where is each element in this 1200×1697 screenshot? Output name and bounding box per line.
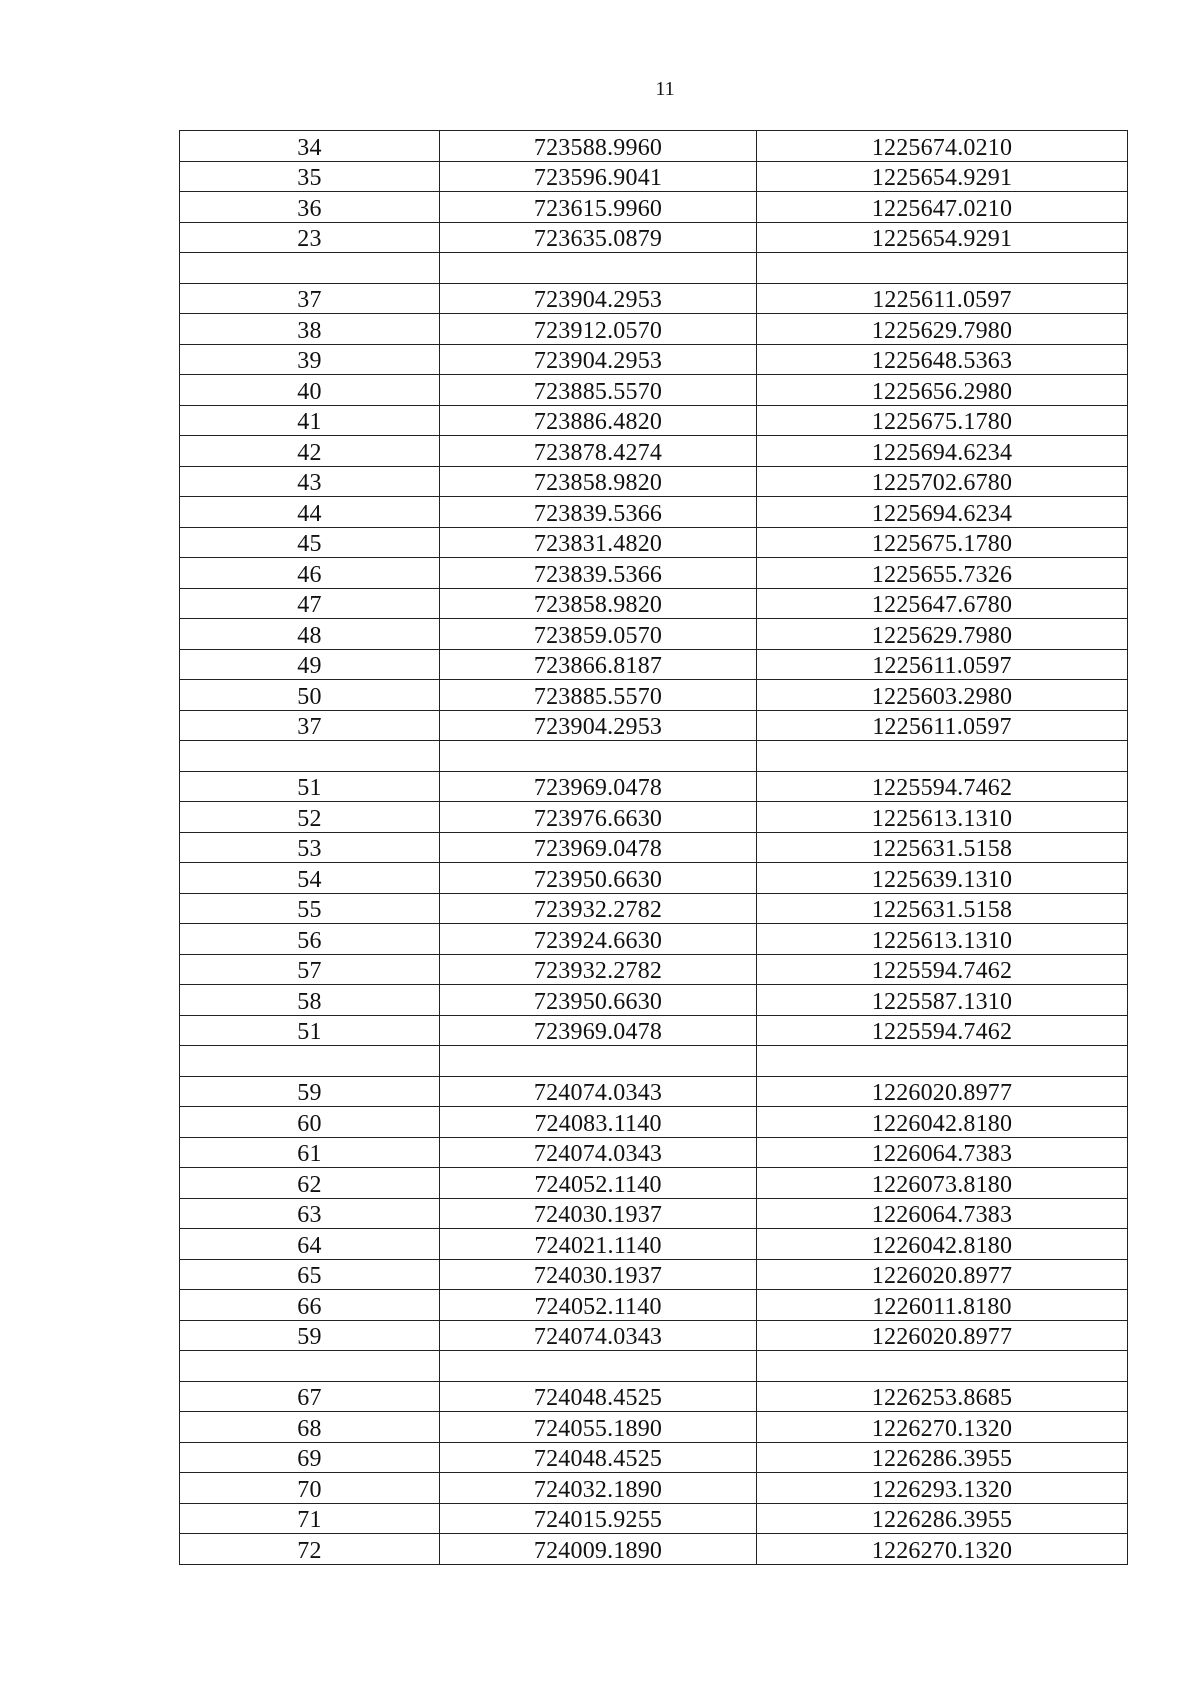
coordinates-table — [179, 130, 1128, 1565]
table-row — [180, 283, 1128, 314]
table-row — [180, 1381, 1128, 1412]
y-coordinate-cell: 1225654.9291 — [757, 161, 1128, 192]
x-coordinate-cell: 723596.9041 — [440, 161, 757, 192]
x-coordinate-cell: 723878.4274 — [440, 436, 757, 467]
x-coordinate-cell: 724030.1937 — [440, 1198, 757, 1229]
y-coordinate-cell: 1226286.3955 — [757, 1442, 1128, 1473]
point-number-cell: 36 — [180, 192, 440, 223]
x-coordinate-cell — [440, 1046, 757, 1077]
y-coordinate-cell: 1225694.6234 — [757, 436, 1128, 467]
y-coordinate-cell: 1226073.8180 — [757, 1168, 1128, 1199]
x-coordinate-cell — [440, 1351, 757, 1382]
x-coordinate-cell: 724052.1140 — [440, 1290, 757, 1321]
x-coordinate-cell: 724009.1890 — [440, 1534, 757, 1565]
point-number-cell: 51 — [180, 771, 440, 802]
page-number: 11 — [655, 78, 675, 100]
y-coordinate-cell: 1225631.5158 — [757, 893, 1128, 924]
table-row — [180, 253, 1128, 284]
point-number-cell: 55 — [180, 893, 440, 924]
x-coordinate-cell: 724074.0343 — [440, 1076, 757, 1107]
point-number-cell: 69 — [180, 1442, 440, 1473]
x-coordinate-cell: 724048.4525 — [440, 1442, 757, 1473]
table-row — [180, 1534, 1128, 1565]
point-number-cell: 67 — [180, 1381, 440, 1412]
point-number-cell: 47 — [180, 588, 440, 619]
y-coordinate-cell: 1225594.7462 — [757, 1015, 1128, 1046]
y-coordinate-cell: 1225648.5363 — [757, 344, 1128, 375]
point-number-cell — [180, 1351, 440, 1382]
point-number-cell: 35 — [180, 161, 440, 192]
y-coordinate-cell: 1225611.0597 — [757, 710, 1128, 741]
x-coordinate-cell: 724048.4525 — [440, 1381, 757, 1412]
x-coordinate-cell: 723969.0478 — [440, 832, 757, 863]
point-number-cell: 72 — [180, 1534, 440, 1565]
table-row — [180, 1015, 1128, 1046]
table-row — [180, 344, 1128, 375]
y-coordinate-cell: 1225611.0597 — [757, 283, 1128, 314]
point-number-cell: 59 — [180, 1076, 440, 1107]
x-coordinate-cell: 724032.1890 — [440, 1473, 757, 1504]
table-row — [180, 985, 1128, 1016]
point-number-cell: 71 — [180, 1503, 440, 1534]
y-coordinate-cell: 1225694.6234 — [757, 497, 1128, 528]
y-coordinate-cell: 1226020.8977 — [757, 1320, 1128, 1351]
x-coordinate-cell: 723924.6630 — [440, 924, 757, 955]
point-number-cell: 68 — [180, 1412, 440, 1443]
table-row — [180, 375, 1128, 406]
y-coordinate-cell: 1226293.1320 — [757, 1473, 1128, 1504]
table-row — [180, 680, 1128, 711]
x-coordinate-cell: 724055.1890 — [440, 1412, 757, 1443]
point-number-cell: 51 — [180, 1015, 440, 1046]
point-number-cell — [180, 253, 440, 284]
point-number-cell: 65 — [180, 1259, 440, 1290]
point-number-cell — [180, 741, 440, 772]
x-coordinate-cell: 723885.5570 — [440, 680, 757, 711]
y-coordinate-cell: 1225613.1310 — [757, 924, 1128, 955]
coordinates-table-body — [180, 131, 1128, 1565]
y-coordinate-cell: 1225587.1310 — [757, 985, 1128, 1016]
point-number-cell: 37 — [180, 283, 440, 314]
x-coordinate-cell: 723969.0478 — [440, 1015, 757, 1046]
point-number-cell: 34 — [180, 131, 440, 162]
y-coordinate-cell: 1225613.1310 — [757, 802, 1128, 833]
table-row — [180, 1229, 1128, 1260]
point-number-cell: 41 — [180, 405, 440, 436]
x-coordinate-cell: 723886.4820 — [440, 405, 757, 436]
y-coordinate-cell: 1226064.7383 — [757, 1198, 1128, 1229]
y-coordinate-cell: 1225631.5158 — [757, 832, 1128, 863]
x-coordinate-cell: 723858.9820 — [440, 588, 757, 619]
y-coordinate-cell: 1225647.6780 — [757, 588, 1128, 619]
point-number-cell: 43 — [180, 466, 440, 497]
table-row — [180, 1412, 1128, 1443]
x-coordinate-cell: 723635.0879 — [440, 222, 757, 253]
table-row — [180, 1198, 1128, 1229]
table-row — [180, 649, 1128, 680]
point-number-cell: 54 — [180, 863, 440, 894]
table-row — [180, 710, 1128, 741]
y-coordinate-cell: 1226011.8180 — [757, 1290, 1128, 1321]
point-number-cell: 37 — [180, 710, 440, 741]
table-row — [180, 1076, 1128, 1107]
y-coordinate-cell: 1225639.1310 — [757, 863, 1128, 894]
x-coordinate-cell: 724074.0343 — [440, 1137, 757, 1168]
x-coordinate-cell: 723858.9820 — [440, 466, 757, 497]
y-coordinate-cell: 1226270.1320 — [757, 1534, 1128, 1565]
x-coordinate-cell: 723904.2953 — [440, 283, 757, 314]
point-number-cell: 39 — [180, 344, 440, 375]
point-number-cell: 61 — [180, 1137, 440, 1168]
point-number-cell — [180, 1046, 440, 1077]
table-row — [180, 832, 1128, 863]
x-coordinate-cell: 724052.1140 — [440, 1168, 757, 1199]
x-coordinate-cell: 723950.6630 — [440, 985, 757, 1016]
point-number-cell: 23 — [180, 222, 440, 253]
table-row — [180, 466, 1128, 497]
x-coordinate-cell: 723904.2953 — [440, 710, 757, 741]
table-row — [180, 527, 1128, 558]
y-coordinate-cell — [757, 1046, 1128, 1077]
table-row — [180, 619, 1128, 650]
table-row — [180, 741, 1128, 772]
table-row — [180, 893, 1128, 924]
x-coordinate-cell: 723912.0570 — [440, 314, 757, 345]
x-coordinate-cell: 724074.0343 — [440, 1320, 757, 1351]
table-row — [180, 1107, 1128, 1138]
table-row — [180, 436, 1128, 467]
x-coordinate-cell: 723839.5366 — [440, 497, 757, 528]
table-row — [180, 588, 1128, 619]
x-coordinate-cell: 723969.0478 — [440, 771, 757, 802]
table-row — [180, 314, 1128, 345]
y-coordinate-cell: 1226253.8685 — [757, 1381, 1128, 1412]
y-coordinate-cell: 1226020.8977 — [757, 1259, 1128, 1290]
table-row — [180, 161, 1128, 192]
table-row — [180, 802, 1128, 833]
y-coordinate-cell: 1225611.0597 — [757, 649, 1128, 680]
point-number-cell: 38 — [180, 314, 440, 345]
point-number-cell: 56 — [180, 924, 440, 955]
y-coordinate-cell — [757, 1351, 1128, 1382]
point-number-cell: 59 — [180, 1320, 440, 1351]
table-row — [180, 497, 1128, 528]
x-coordinate-cell: 723885.5570 — [440, 375, 757, 406]
y-coordinate-cell: 1226042.8180 — [757, 1107, 1128, 1138]
x-coordinate-cell: 724021.1140 — [440, 1229, 757, 1260]
point-number-cell: 42 — [180, 436, 440, 467]
x-coordinate-cell: 723615.9960 — [440, 192, 757, 223]
point-number-cell: 62 — [180, 1168, 440, 1199]
table-row — [180, 863, 1128, 894]
y-coordinate-cell: 1225655.7326 — [757, 558, 1128, 589]
y-coordinate-cell: 1226020.8977 — [757, 1076, 1128, 1107]
y-coordinate-cell: 1226042.8180 — [757, 1229, 1128, 1260]
point-number-cell: 50 — [180, 680, 440, 711]
table-row — [180, 1290, 1128, 1321]
x-coordinate-cell: 723859.0570 — [440, 619, 757, 650]
point-number-cell: 46 — [180, 558, 440, 589]
x-coordinate-cell: 724015.9255 — [440, 1503, 757, 1534]
x-coordinate-cell: 723950.6630 — [440, 863, 757, 894]
point-number-cell: 63 — [180, 1198, 440, 1229]
point-number-cell: 48 — [180, 619, 440, 650]
y-coordinate-cell — [757, 253, 1128, 284]
x-coordinate-cell: 723976.6630 — [440, 802, 757, 833]
point-number-cell: 44 — [180, 497, 440, 528]
table-row — [180, 954, 1128, 985]
table-row — [180, 558, 1128, 589]
y-coordinate-cell: 1225675.1780 — [757, 527, 1128, 558]
y-coordinate-cell: 1226286.3955 — [757, 1503, 1128, 1534]
x-coordinate-cell: 724083.1140 — [440, 1107, 757, 1138]
point-number-cell: 70 — [180, 1473, 440, 1504]
table-row — [180, 192, 1128, 223]
y-coordinate-cell: 1225603.2980 — [757, 680, 1128, 711]
point-number-cell: 45 — [180, 527, 440, 558]
table-row — [180, 131, 1128, 162]
y-coordinate-cell: 1225629.7980 — [757, 619, 1128, 650]
y-coordinate-cell: 1225647.0210 — [757, 192, 1128, 223]
y-coordinate-cell — [757, 741, 1128, 772]
point-number-cell: 57 — [180, 954, 440, 985]
y-coordinate-cell: 1226270.1320 — [757, 1412, 1128, 1443]
point-number-cell: 64 — [180, 1229, 440, 1260]
x-coordinate-cell: 723866.8187 — [440, 649, 757, 680]
table-row — [180, 1503, 1128, 1534]
x-coordinate-cell: 724030.1937 — [440, 1259, 757, 1290]
y-coordinate-cell: 1225674.0210 — [757, 131, 1128, 162]
table-row — [180, 1442, 1128, 1473]
x-coordinate-cell: 723932.2782 — [440, 893, 757, 924]
y-coordinate-cell: 1225629.7980 — [757, 314, 1128, 345]
point-number-cell: 66 — [180, 1290, 440, 1321]
point-number-cell: 49 — [180, 649, 440, 680]
table-row — [180, 1137, 1128, 1168]
x-coordinate-cell: 723904.2953 — [440, 344, 757, 375]
point-number-cell: 53 — [180, 832, 440, 863]
x-coordinate-cell: 723839.5366 — [440, 558, 757, 589]
y-coordinate-cell: 1225594.7462 — [757, 771, 1128, 802]
y-coordinate-cell: 1225594.7462 — [757, 954, 1128, 985]
table-row — [180, 222, 1128, 253]
table-row — [180, 1259, 1128, 1290]
point-number-cell: 58 — [180, 985, 440, 1016]
table-row — [180, 924, 1128, 955]
table-row — [180, 1046, 1128, 1077]
y-coordinate-cell: 1225654.9291 — [757, 222, 1128, 253]
y-coordinate-cell: 1225675.1780 — [757, 405, 1128, 436]
point-number-cell: 40 — [180, 375, 440, 406]
y-coordinate-cell: 1225656.2980 — [757, 375, 1128, 406]
y-coordinate-cell: 1226064.7383 — [757, 1137, 1128, 1168]
x-coordinate-cell: 723932.2782 — [440, 954, 757, 985]
table-row — [180, 1473, 1128, 1504]
table-row — [180, 405, 1128, 436]
table-row — [180, 1351, 1128, 1382]
table-row — [180, 771, 1128, 802]
x-coordinate-cell: 723831.4820 — [440, 527, 757, 558]
table-row — [180, 1320, 1128, 1351]
point-number-cell: 52 — [180, 802, 440, 833]
x-coordinate-cell — [440, 741, 757, 772]
table-row — [180, 1168, 1128, 1199]
x-coordinate-cell: 723588.9960 — [440, 131, 757, 162]
x-coordinate-cell — [440, 253, 757, 284]
point-number-cell: 60 — [180, 1107, 440, 1138]
y-coordinate-cell: 1225702.6780 — [757, 466, 1128, 497]
